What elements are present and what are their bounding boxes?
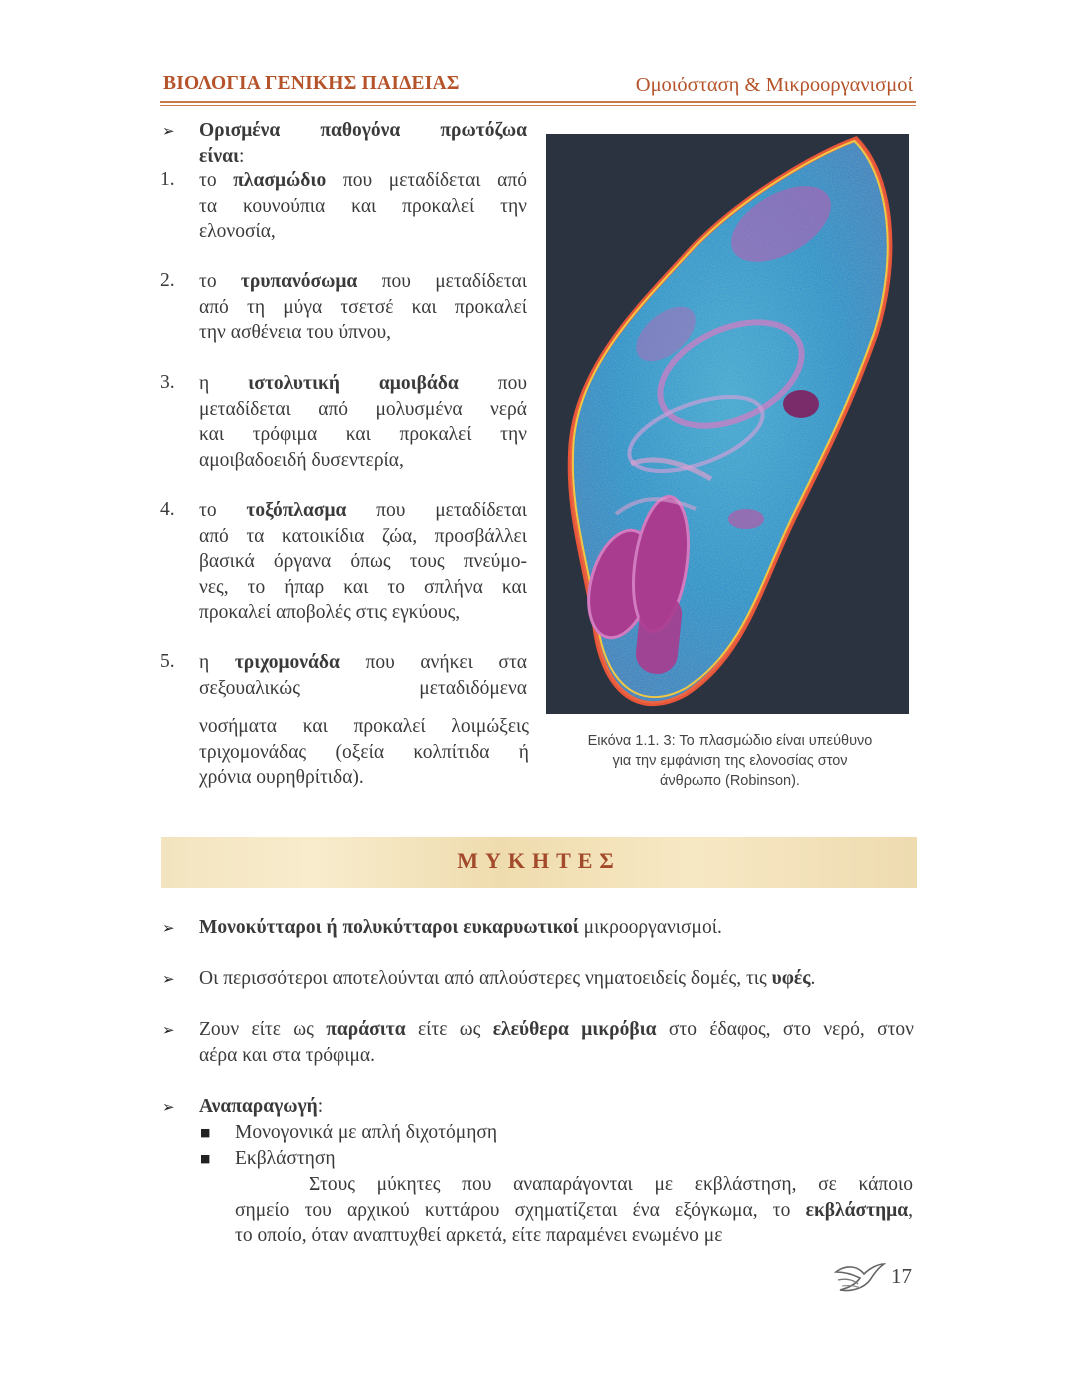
intro-bold-2: είναι (199, 145, 240, 167)
square-bullet: ■ (200, 1126, 211, 1139)
fungi-paragraph-3 (199, 1017, 914, 1068)
text: η (199, 652, 235, 673)
budding-paragraph (235, 1172, 913, 1249)
header-rule (160, 101, 916, 103)
reproduction-heading (199, 1094, 914, 1120)
text-line: σεξουαλικώς μεταδιδόμενα (199, 677, 527, 699)
text: . (810, 968, 816, 989)
caption-line: Εικόνα 1.1. 3: Το πλασμώδιο είναι υπεύθυνο (587, 733, 873, 749)
list-item (199, 650, 527, 701)
text-line: αέρα και στα τρόφιμα. (199, 1044, 376, 1066)
text-line: χρόνια ουρηθρίτιδα). (199, 767, 364, 788)
arrow-bullet: ➢ (162, 919, 175, 937)
text: μικροοργανισμοί. (578, 917, 722, 938)
text: που μεταδίδεται από (326, 170, 527, 191)
term: τριχομονάδα (234, 652, 340, 673)
text-line: από τη μύγα τσετσέ και προκαλεί (199, 296, 527, 318)
text: σημείο του αρχικού κυττάρου σχηματίζεται ένα εξόγκωμα, το (235, 1199, 806, 1221)
term: Αναπαραγωγή (199, 1096, 318, 1117)
header-title: ΒΙΟΛΟΓΙΑ ΓΕΝΙΚΗΣ ΠΑΙΔΕΙΑΣ (163, 73, 460, 94)
page-number: 17 (891, 1264, 912, 1288)
term: υφές (771, 968, 811, 989)
text-line: προκαλεί αποβολές στις εγκύους, (199, 602, 461, 623)
fungi-paragraph-2 (199, 966, 914, 992)
caption-line: για την εμφάνιση της ελονοσίας στον (612, 753, 848, 769)
text-line: από τα κατοικίδια ζώα, προσβάλλει (199, 525, 527, 547)
text: Ζουν είτε ως (199, 1019, 327, 1040)
sub-item: Εκβλάστηση (235, 1148, 336, 1169)
text-line: νοσήματα και προκαλεί λοιμώξεις (199, 716, 529, 737)
list-item (199, 168, 527, 245)
text: το (199, 271, 241, 292)
arrow-bullet: ➢ (162, 970, 175, 988)
arrow-bullet: ➢ (162, 1098, 175, 1116)
text-line: μεταδίδεται από μολυσμένα νερά (199, 398, 527, 420)
term: πλασμώδιο (233, 170, 327, 191)
text: : (317, 1096, 324, 1117)
text: που (458, 373, 527, 394)
list-item (199, 371, 527, 473)
item-number: 4. (160, 499, 175, 520)
bird-logo-icon (834, 1258, 886, 1294)
text: το (199, 170, 234, 191)
sub-item: Μονογονικά με απλή διχοτόμηση (235, 1122, 498, 1143)
plasmodium-micrograph (546, 134, 909, 714)
text-line: Στους μύκητες που αναπαράγονται με εκβλάστηση, σε κάποιο (309, 1174, 913, 1195)
item-number: 1. (160, 169, 175, 190)
item-number: 2. (160, 270, 175, 291)
item-number: 3. (160, 372, 175, 393)
figure-caption (560, 731, 900, 791)
section-title: ΜΥΚΗΤΕΣ (457, 848, 621, 873)
text-line: τριχομονάδας (οξεία κολπίτιδα ή (199, 741, 529, 763)
text: που μεταδίδεται (346, 500, 527, 521)
text: , (908, 1199, 913, 1221)
micrograph-image (546, 134, 909, 714)
term: παράσιτα (326, 1019, 406, 1040)
text-line: ελονοσία, (199, 221, 276, 242)
list-item (199, 498, 527, 626)
caption-line: άνθρωπο (Robinson). (660, 773, 800, 789)
text-line: και τρόφιμα και προκαλεί την (199, 424, 527, 445)
term: εκβλάστημα (805, 1199, 909, 1221)
intro-colon: : (239, 145, 245, 167)
square-bullet: ■ (200, 1152, 211, 1165)
text: που ανήκει στα (339, 652, 528, 673)
term: τοξόπλασμα (246, 500, 347, 521)
intro-bold: Ορισμένα παθογόνα πρωτόζωα (199, 120, 527, 141)
header-rule-thin (160, 105, 916, 106)
protozoa-intro (199, 118, 527, 169)
text-line: τα κουνούπια και προκαλεί την (199, 195, 527, 217)
arrow-bullet: ➢ (162, 1021, 175, 1039)
term: ιστολυτική αμοιβάδα (248, 373, 459, 394)
text-line: νες, το ήπαρ και το σπλήνα και (199, 576, 527, 598)
text: που μεταδίδεται (357, 271, 527, 292)
text-line: βασικά όργανα όπως τους πνεύμο- (199, 551, 527, 572)
text-line: αμοιβαδοειδή δυσεντερία, (199, 449, 404, 471)
list-item (199, 269, 527, 346)
text-line: την ασθένεια του ύπνου, (199, 322, 392, 343)
text: Οι περισσότεροι αποτελούνται από απλούστερες νηματοειδείς δομές, τις (199, 968, 772, 989)
text: είτε ως (405, 1019, 493, 1040)
text: στο έδαφος, στο νερό, στον (656, 1019, 914, 1040)
item-number: 5. (160, 651, 175, 672)
text: το (199, 500, 247, 521)
term: ελεύθερα μικρόβια (492, 1019, 657, 1040)
item-continuation (199, 714, 529, 791)
text: η (199, 373, 249, 394)
term: τρυπανόσωμα (240, 271, 358, 292)
fungi-paragraph-1 (199, 915, 914, 941)
arrow-bullet: ➢ (162, 122, 175, 140)
term: Μονοκύτταροι ή πολυκύτταροι ευκαρυωτικοί (199, 917, 579, 938)
header-subtitle: Ομοιόσταση & Μικροοργανισμοί (635, 74, 913, 96)
text-line: το οποίο, όταν αναπτυχθεί αρκετά, είτε παραμένει ενωμένο με (235, 1225, 723, 1246)
